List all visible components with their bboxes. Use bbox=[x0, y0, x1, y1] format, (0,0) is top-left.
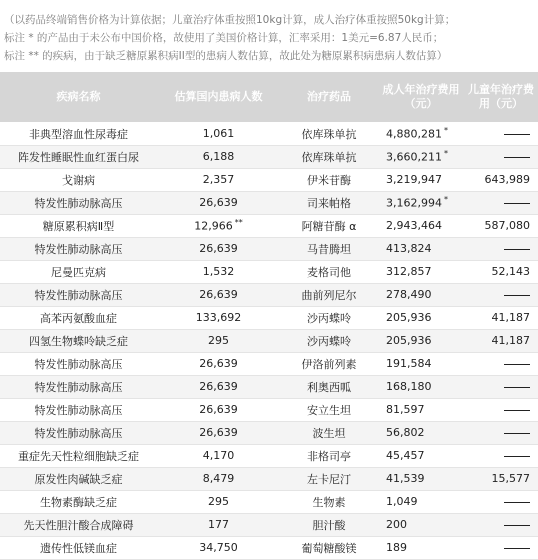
dash-mark bbox=[504, 502, 530, 503]
cell-drug-text: 依库珠单抗 bbox=[301, 127, 357, 141]
cell-child-cost bbox=[464, 283, 538, 306]
cell-disease-text: 高苯丙氨酸血症 bbox=[40, 311, 117, 325]
table-row bbox=[0, 260, 538, 283]
table-row bbox=[0, 375, 538, 398]
cell-adult-cost bbox=[378, 329, 464, 352]
cell-disease-text: 特发性肺动脉高压 bbox=[34, 242, 123, 256]
cell-drug bbox=[280, 352, 378, 375]
footnote-line: 标注 * 的产品由于未公布中国价格，故使用了美国价格计算，汇率采用：1美元=6.87人民币； bbox=[4, 32, 444, 44]
cell-adult-cost bbox=[378, 352, 464, 375]
cell-disease-text: 重症先天性粒细胞缺乏症 bbox=[18, 449, 139, 463]
cell-drug bbox=[280, 237, 378, 260]
cell-adult-cost bbox=[378, 490, 464, 513]
footnote-mark: * bbox=[443, 149, 448, 159]
cell-adult-cost-text: 200 bbox=[386, 518, 407, 531]
cell-patients bbox=[157, 352, 280, 375]
cell-drug-text: 阿糖苷酶 α bbox=[301, 219, 357, 233]
cell-drug bbox=[280, 329, 378, 352]
footnote-mark: * bbox=[443, 195, 448, 205]
cell-drug-text: 左卡尼汀 bbox=[307, 472, 351, 486]
header-adult-cost: 成人年治疗费用（元） bbox=[378, 72, 464, 122]
cell-drug bbox=[280, 375, 378, 398]
cell-adult-cost bbox=[378, 191, 464, 214]
dash-mark bbox=[504, 203, 530, 204]
cell-adult-cost bbox=[378, 122, 464, 145]
cell-patients-text: 295 bbox=[208, 334, 229, 347]
table-row bbox=[0, 306, 538, 329]
cell-drug-text: 马昔腾坦 bbox=[307, 242, 351, 256]
footnote-mark: * bbox=[443, 126, 448, 136]
cell-drug bbox=[280, 444, 378, 467]
cell-disease-text: 尼曼匹克病 bbox=[51, 265, 106, 279]
cell-adult-cost-text: 45,457 bbox=[386, 449, 425, 462]
dash-mark bbox=[504, 134, 530, 135]
cell-adult-cost bbox=[378, 513, 464, 536]
cell-disease-text: 特发性肺动脉高压 bbox=[34, 426, 123, 440]
dash-mark bbox=[504, 433, 530, 434]
cell-drug bbox=[280, 421, 378, 444]
cell-disease bbox=[0, 306, 157, 329]
table-row bbox=[0, 168, 538, 191]
cell-disease bbox=[0, 375, 157, 398]
cell-adult-cost-text: 205,936 bbox=[386, 311, 432, 324]
cell-disease bbox=[0, 536, 157, 559]
cell-drug bbox=[280, 191, 378, 214]
cell-drug-text: 伊洛前列素 bbox=[301, 357, 357, 371]
cell-patients bbox=[157, 306, 280, 329]
cell-drug bbox=[280, 513, 378, 536]
cell-adult-cost bbox=[378, 536, 464, 559]
cell-patients-text: 26,639 bbox=[199, 380, 238, 393]
cell-child-cost bbox=[464, 145, 538, 168]
table-header-row bbox=[0, 72, 538, 122]
cell-adult-cost-text: 191,584 bbox=[386, 357, 432, 370]
dash-mark bbox=[504, 364, 530, 365]
cell-adult-cost-text: 189 bbox=[386, 541, 407, 554]
cell-child-cost bbox=[464, 513, 538, 536]
dash-mark bbox=[504, 249, 530, 250]
cell-child-cost bbox=[464, 260, 538, 283]
cell-adult-cost-text: 4,880,281 bbox=[386, 127, 442, 141]
cell-drug-text: 非格司亭 bbox=[307, 449, 351, 463]
cell-disease bbox=[0, 421, 157, 444]
cell-disease bbox=[0, 283, 157, 306]
cell-disease bbox=[0, 444, 157, 467]
table-row bbox=[0, 467, 538, 490]
cell-adult-cost bbox=[378, 214, 464, 237]
table-row bbox=[0, 145, 538, 168]
cell-disease-text: 生物素酶缺乏症 bbox=[40, 495, 117, 509]
cell-adult-cost bbox=[378, 145, 464, 168]
cell-drug-text: 伊米苷酶 bbox=[307, 173, 351, 187]
dash-mark bbox=[504, 548, 530, 549]
cell-drug-text: 葡萄糖酸镁 bbox=[301, 541, 357, 555]
cell-patients bbox=[157, 214, 280, 237]
cell-child-cost bbox=[464, 490, 538, 513]
cell-drug bbox=[280, 306, 378, 329]
cell-adult-cost-text: 205,936 bbox=[386, 334, 432, 347]
dash-mark bbox=[504, 387, 530, 388]
cell-patients bbox=[157, 283, 280, 306]
cell-disease-text: 特发性肺动脉高压 bbox=[34, 196, 123, 210]
cell-patients bbox=[157, 398, 280, 421]
cell-patients bbox=[157, 168, 280, 191]
cell-disease bbox=[0, 513, 157, 536]
cell-adult-cost-text: 278,490 bbox=[386, 288, 432, 301]
footnotes bbox=[0, 0, 538, 68]
table-row bbox=[0, 329, 538, 352]
rare-disease-cost-table bbox=[0, 72, 538, 560]
table-row bbox=[0, 283, 538, 306]
cell-patients-text: 4,170 bbox=[202, 449, 235, 462]
cell-drug-text: 麦格司他 bbox=[307, 265, 351, 279]
table-row bbox=[0, 191, 538, 214]
cell-adult-cost-text: 1,049 bbox=[386, 495, 418, 508]
cell-disease-text: 原发性肉碱缺乏症 bbox=[34, 472, 123, 486]
cell-child-cost bbox=[464, 168, 538, 191]
cell-disease bbox=[0, 214, 157, 237]
cell-drug bbox=[280, 283, 378, 306]
cell-adult-cost bbox=[378, 398, 464, 421]
cell-child-cost bbox=[464, 375, 538, 398]
cell-child-cost bbox=[464, 398, 538, 421]
dash-mark bbox=[504, 525, 530, 526]
cell-disease-text: 特发性肺动脉高压 bbox=[34, 403, 123, 417]
cell-patients bbox=[157, 421, 280, 444]
cell-patients-text: 8,479 bbox=[202, 472, 235, 485]
cell-child-cost bbox=[464, 467, 538, 490]
table-row bbox=[0, 536, 538, 559]
cell-child-cost-text: 15,577 bbox=[491, 472, 530, 485]
footnote-line: 标注 ** 的疾病，由于缺乏糖原累积病II型的患病人数估算，故此处为糖原累积病患病人数估算） bbox=[4, 50, 448, 62]
cell-disease bbox=[0, 490, 157, 513]
cell-adult-cost-text: 3,219,947 bbox=[386, 173, 442, 186]
dash-mark bbox=[504, 410, 530, 411]
table-row bbox=[0, 398, 538, 421]
cell-patients bbox=[157, 329, 280, 352]
cell-patients-text: 26,639 bbox=[199, 196, 238, 209]
table-row bbox=[0, 122, 538, 145]
cell-child-cost-text: 41,187 bbox=[491, 311, 530, 324]
cell-patients bbox=[157, 122, 280, 145]
cell-patients bbox=[157, 513, 280, 536]
cell-disease bbox=[0, 260, 157, 283]
cell-patients bbox=[157, 467, 280, 490]
cell-child-cost bbox=[464, 122, 538, 145]
cell-drug-text: 生物素 bbox=[312, 495, 346, 509]
cell-disease-text: 特发性肺动脉高压 bbox=[34, 357, 123, 371]
cell-child-cost bbox=[464, 444, 538, 467]
cell-drug bbox=[280, 168, 378, 191]
cell-adult-cost bbox=[378, 421, 464, 444]
cell-patients-text: 26,639 bbox=[199, 288, 238, 301]
cell-drug bbox=[280, 214, 378, 237]
cell-disease-text: 阵发性睡眠性血红蛋白尿 bbox=[18, 150, 139, 164]
cell-disease bbox=[0, 237, 157, 260]
cell-patients-text: 295 bbox=[208, 495, 229, 508]
cell-adult-cost bbox=[378, 467, 464, 490]
cell-drug-text: 沙丙蝶呤 bbox=[307, 334, 351, 348]
cell-patients-text: 26,639 bbox=[199, 357, 238, 370]
footnote-line: （以药品终端销售价格为计算依据；儿童治疗体重按照10kg计算，成人治疗体重按照50kg计算； bbox=[4, 14, 456, 26]
cell-adult-cost-text: 81,597 bbox=[386, 403, 425, 416]
table-body bbox=[0, 122, 538, 559]
cell-disease-text: 四氢生物蝶呤缺乏症 bbox=[29, 334, 128, 348]
cell-adult-cost-text: 312,857 bbox=[386, 265, 432, 278]
cell-adult-cost bbox=[378, 168, 464, 191]
cell-adult-cost bbox=[378, 444, 464, 467]
cell-child-cost bbox=[464, 237, 538, 260]
cell-adult-cost-text: 41,539 bbox=[386, 472, 425, 485]
cell-disease-text: 遗传性低镁血症 bbox=[40, 541, 117, 555]
cell-disease bbox=[0, 352, 157, 375]
cell-adult-cost bbox=[378, 260, 464, 283]
cell-child-cost bbox=[464, 329, 538, 352]
cell-drug bbox=[280, 398, 378, 421]
cell-disease-text: 特发性肺动脉高压 bbox=[34, 380, 123, 394]
cell-drug bbox=[280, 467, 378, 490]
cell-drug bbox=[280, 145, 378, 168]
cell-patients-text: 6,188 bbox=[202, 150, 235, 163]
table-row bbox=[0, 214, 538, 237]
cell-child-cost-text: 587,080 bbox=[484, 219, 530, 232]
table-row bbox=[0, 352, 538, 375]
cell-adult-cost-text: 2,943,464 bbox=[386, 219, 442, 232]
cell-adult-cost-text: 3,162,994 bbox=[386, 196, 442, 210]
cell-child-cost-text: 52,143 bbox=[491, 265, 530, 278]
cell-disease bbox=[0, 398, 157, 421]
cell-disease-text: 糖原累积病Ⅱ型 bbox=[42, 219, 115, 233]
table-row bbox=[0, 490, 538, 513]
cell-patients bbox=[157, 375, 280, 398]
cell-disease bbox=[0, 191, 157, 214]
cell-adult-cost bbox=[378, 375, 464, 398]
header-child-cost: 儿童年治疗费用（元） bbox=[464, 72, 538, 122]
cell-adult-cost-text: 413,824 bbox=[386, 242, 432, 255]
cell-child-cost bbox=[464, 191, 538, 214]
cell-patients bbox=[157, 237, 280, 260]
cell-disease bbox=[0, 168, 157, 191]
header-drug: 治疗药品 bbox=[280, 72, 378, 122]
cell-adult-cost-text: 56,802 bbox=[386, 426, 425, 439]
cell-patients bbox=[157, 536, 280, 559]
cell-disease bbox=[0, 329, 157, 352]
cell-drug-text: 胆汁酸 bbox=[312, 518, 346, 532]
cell-adult-cost-text: 3,660,211 bbox=[386, 150, 442, 164]
cell-disease-text: 非典型溶血性尿毒症 bbox=[29, 127, 128, 141]
cell-disease bbox=[0, 122, 157, 145]
cell-patients-text: 1,061 bbox=[202, 127, 235, 140]
cell-patients bbox=[157, 191, 280, 214]
cell-drug bbox=[280, 536, 378, 559]
cell-child-cost bbox=[464, 536, 538, 559]
cell-disease-text: 先天性胆汁酸合成障碍 bbox=[23, 518, 134, 532]
cell-patients-text: 12,966 bbox=[194, 219, 233, 233]
cell-disease bbox=[0, 145, 157, 168]
cell-drug-text: 曲前列尼尔 bbox=[301, 288, 357, 302]
cell-child-cost-text: 643,989 bbox=[484, 173, 530, 186]
cell-drug-text: 利奥西呱 bbox=[307, 380, 351, 394]
table-row bbox=[0, 237, 538, 260]
cell-drug-text: 波生坦 bbox=[312, 426, 346, 440]
cell-child-cost bbox=[464, 352, 538, 375]
cell-patients-text: 26,639 bbox=[199, 426, 238, 439]
cell-patients-text: 1,532 bbox=[202, 265, 235, 278]
footnote-mark: ** bbox=[234, 218, 243, 228]
table-row bbox=[0, 444, 538, 467]
cell-patients-text: 2,357 bbox=[202, 173, 235, 186]
cell-disease bbox=[0, 467, 157, 490]
cell-drug-text: 依库珠单抗 bbox=[301, 150, 357, 164]
cell-patients-text: 34,750 bbox=[199, 541, 238, 554]
cell-patients bbox=[157, 444, 280, 467]
cell-adult-cost bbox=[378, 237, 464, 260]
cell-patients-text: 133,692 bbox=[195, 311, 242, 324]
table-row bbox=[0, 421, 538, 444]
cell-patients bbox=[157, 260, 280, 283]
cell-patients-text: 26,639 bbox=[199, 403, 238, 416]
dash-mark bbox=[504, 157, 530, 158]
cell-disease-text: 特发性肺动脉高压 bbox=[34, 288, 123, 302]
cell-patients-text: 177 bbox=[208, 518, 229, 531]
cell-adult-cost bbox=[378, 283, 464, 306]
cell-patients-text: 26,639 bbox=[199, 242, 238, 255]
cell-adult-cost-text: 168,180 bbox=[386, 380, 432, 393]
cell-drug-text: 安立生坦 bbox=[307, 403, 351, 417]
cell-child-cost-text: 41,187 bbox=[491, 334, 530, 347]
table-row bbox=[0, 513, 538, 536]
cell-drug-text: 沙丙蝶呤 bbox=[307, 311, 351, 325]
cell-drug bbox=[280, 122, 378, 145]
cell-drug-text: 司来帕格 bbox=[307, 196, 351, 210]
header-disease: 疾病名称 bbox=[0, 72, 157, 122]
dash-mark bbox=[504, 456, 530, 457]
cell-child-cost bbox=[464, 306, 538, 329]
cell-child-cost bbox=[464, 421, 538, 444]
cell-drug bbox=[280, 260, 378, 283]
cell-drug bbox=[280, 490, 378, 513]
cell-patients bbox=[157, 490, 280, 513]
cell-disease-text: 戈谢病 bbox=[62, 173, 95, 187]
dash-mark bbox=[504, 295, 530, 296]
cell-patients bbox=[157, 145, 280, 168]
cell-child-cost bbox=[464, 214, 538, 237]
cell-adult-cost bbox=[378, 306, 464, 329]
header-patients: 估算国内患病人数 bbox=[157, 72, 280, 122]
